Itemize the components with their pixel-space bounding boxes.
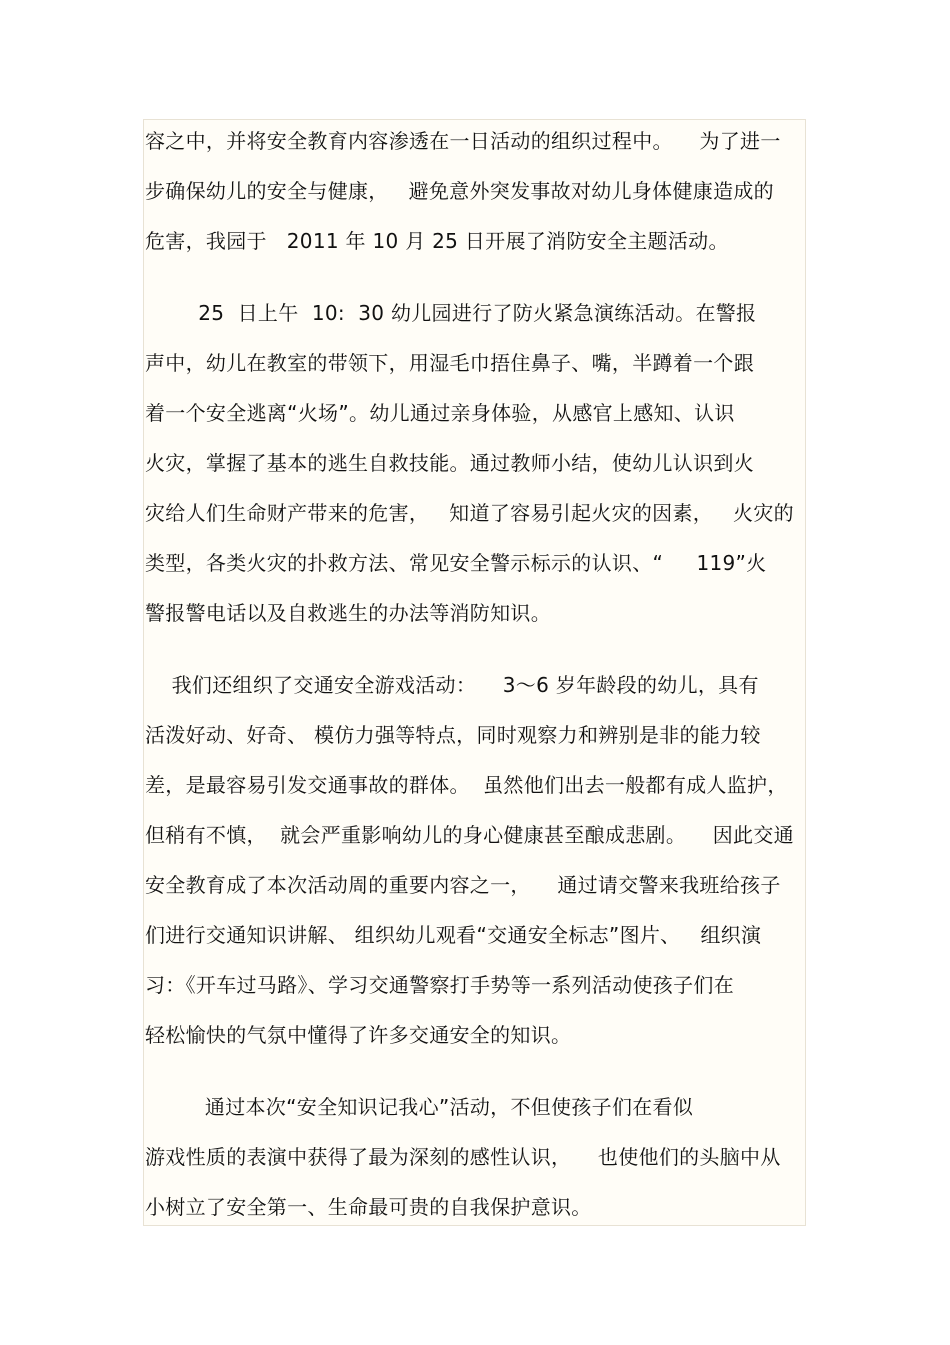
paragraph-1-line-3: 危害，我园于 2011 年 10 月 25 日开展了消防安全主题活动。 — [145, 229, 729, 253]
paragraph-4-line-1: 通过本次“安全知识记我心”活动，不但使孩子们在看似 — [145, 1095, 694, 1119]
paragraph-2-line-5: 灾给人们生命财产带来的危害， 知道了容易引起火灾的因素， 火灾的 — [145, 501, 794, 525]
paragraph-3-line-8: 轻松愉快的气氛中懂得了许多交通安全的知识。 — [145, 1023, 572, 1047]
paragraph-3-line-2: 活泼好动、好奇、 模仿力强等特点，同时观察力和辨别是非的能力较 — [145, 723, 761, 747]
paragraph-2-line-3: 着一个安全逃离“火场”。幼儿通过亲身体验，从感官上感知、认识 — [145, 401, 735, 425]
paragraph-2-line-2: 声中，幼儿在教室的带领下，用湿毛巾捂住鼻子、嘴，半蹲着一个跟 — [145, 351, 754, 375]
paragraph-1-line-2: 步确保幼儿的安全与健康， 避免意外突发事故对幼儿身体健康造成的 — [145, 179, 774, 203]
paragraph-3-line-6: 们进行交通知识讲解、 组织幼儿观看“交通安全标志”图片、 组织演 — [145, 923, 762, 947]
paragraph-3-line-7: 习：《开车过马路》、学习交通警察打手势等一系列活动使孩子们在 — [145, 973, 734, 997]
paragraph-1-line-1: 容之中，并将安全教育内容渗透在一日活动的组织过程中。 为了进一 — [145, 129, 781, 153]
paragraph-2-line-6: 类型，各类火灾的扑救方法、常见安全警示标示的认识、“ 119”火 — [145, 551, 767, 575]
paragraph-3-line-1: 我们还组织了交通安全游戏活动： 3～6 岁年龄段的幼儿，具有 — [145, 673, 759, 697]
paragraph-3-line-4: 但稍有不慎， 就会严重影响幼儿的身心健康甚至酿成悲剧。 因此交通 — [145, 823, 794, 847]
paragraph-2-line-4: 火灾，掌握了基本的逃生自救技能。通过教师小结，使幼儿认识到火 — [145, 451, 754, 475]
paragraph-2-line-1: 25 日上午 10: 30 幼儿园进行了防火紧急演练活动。在警报 — [145, 301, 757, 325]
paragraph-3-line-3: 差，是最容易引发交通事故的群体。 虽然他们出去一般都有成人监护， — [145, 773, 788, 797]
paragraph-4-line-3: 小树立了安全第一、生命最可贵的自我保护意识。 — [145, 1195, 592, 1219]
paragraph-2-line-7: 警报警电话以及自救逃生的办法等消防知识。 — [145, 601, 551, 625]
paragraph-3-line-5: 安全教育成了本次活动周的重要内容之一， 通过请交警来我班给孩子 — [145, 873, 781, 897]
paragraph-4-line-2: 游戏性质的表演中获得了最为深刻的感性认识， 也使他们的头脑中从 — [145, 1145, 781, 1169]
